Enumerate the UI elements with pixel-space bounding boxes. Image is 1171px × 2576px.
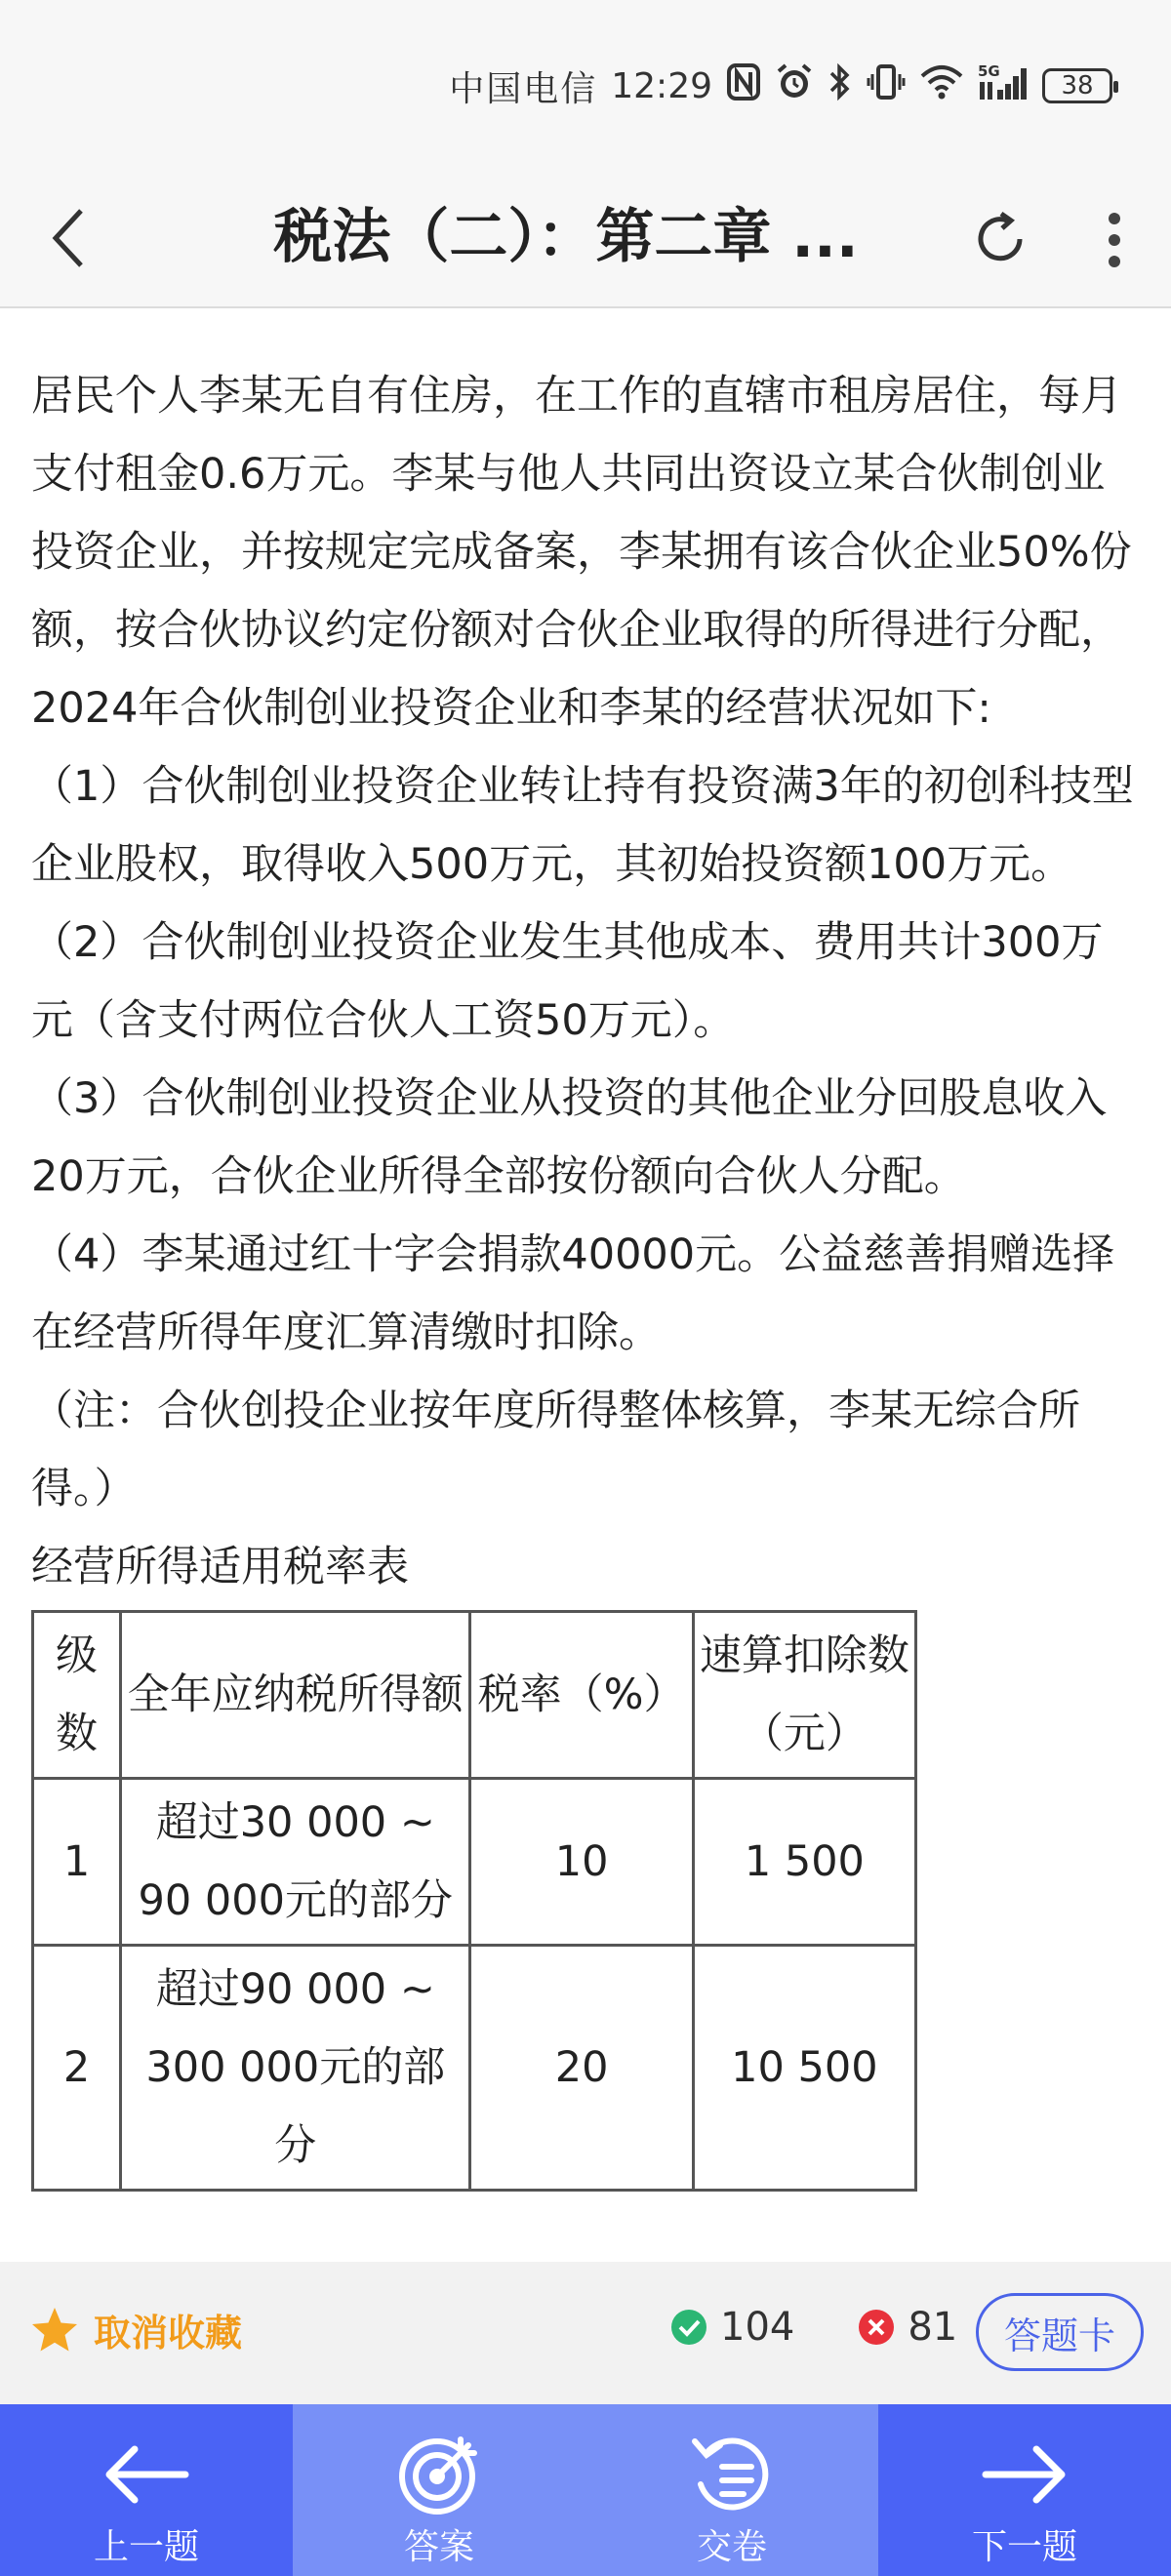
table-header-cell: 级数 <box>33 1612 121 1779</box>
table-cell: 1 500 <box>693 1779 915 1946</box>
submit-exam-button[interactable] <box>586 2404 878 2576</box>
answer-card-button[interactable]: 答题卡 <box>976 2293 1144 2371</box>
action-bar <box>0 2262 1171 2404</box>
question-paragraph: （1）合伙制创业投资企业转让持有投资满3年的初创科技型企业股权，取得收入500万元，其初始投资额100万元。 <box>31 762 1134 889</box>
title-bar <box>0 166 1171 308</box>
table-cell: 1 <box>33 1779 121 1946</box>
prev-question-label: 上一题 <box>93 2527 199 2567</box>
table-cell: 10 <box>470 1779 693 1946</box>
table-title: 经营所得适用税率表 <box>31 1543 409 1591</box>
table-cell: 超过90 000 ~ 300 000元的部分 <box>121 1946 470 2191</box>
wrong-count: 81 <box>908 2305 958 2350</box>
table-header-row <box>33 1612 916 1779</box>
carrier-label: 中国电信 <box>449 68 598 109</box>
question-paragraph: （2）合伙制创业投资企业发生其他成本、费用共计300万元（含支付两位合伙人工资50万元）。 <box>31 918 1104 1045</box>
submit-list-icon <box>689 2432 775 2517</box>
nfc-icon <box>726 62 761 110</box>
table-cell: 10 500 <box>693 1946 915 2191</box>
more-menu-button[interactable] <box>1083 201 1146 279</box>
next-question-label: 下一题 <box>971 2527 1077 2567</box>
tax-rate-table <box>31 1610 917 2192</box>
bluetooth-icon <box>828 62 853 110</box>
bottom-nav <box>0 2404 1171 2576</box>
page-title: 税法（二）：第二章 ... <box>273 203 859 271</box>
alarm-icon <box>775 62 814 110</box>
star-icon <box>29 2306 80 2355</box>
question-paragraph: （注：合伙创投企业按年度所得整体核算，李某无综合所得。） <box>31 1387 1080 1513</box>
chevron-left-icon <box>48 207 87 269</box>
unfavorite-label: 取消收藏 <box>94 2312 243 2355</box>
vibrate-icon <box>867 62 906 110</box>
table-row <box>33 1779 916 1946</box>
table-header-cell: 税率（%） <box>470 1612 693 1779</box>
question-paragraph: （3）合伙制创业投资企业从投资的其他企业分回股息收入20万元，合伙企业所得全部按份额向合伙人分配。 <box>31 1074 1108 1201</box>
time-label: 12:29 <box>611 65 712 106</box>
table-header-cell: 全年应纳税所得额 <box>121 1612 470 1779</box>
answer-stats <box>669 2305 957 2350</box>
back-button[interactable] <box>33 199 101 277</box>
question-text <box>31 357 1144 1528</box>
arrow-left-icon <box>100 2443 193 2506</box>
answer-label: 答案 <box>403 2527 474 2567</box>
target-icon <box>396 2432 482 2517</box>
submit-exam-label: 交卷 <box>696 2527 767 2567</box>
more-vertical-icon <box>1105 209 1124 271</box>
question-paragraph: 居民个人李某无自有住房，在工作的直辖市租房居住，每月支付租金0.6万元。李某与他人共同出资设立某合伙制创业投资企业，并按规定完成备案，李某拥有该合伙企业50%份额，按合伙协议约定份额对合伙企业取得的所得进行分配，2024年合伙制创业投资企业和李某的经营状况如下: <box>31 372 1132 733</box>
wifi-icon <box>919 62 964 110</box>
correct-count: 104 <box>720 2305 795 2350</box>
table-header-cell: 速算扣除数（元） <box>693 1612 915 1779</box>
question-content[interactable] <box>31 357 1144 2260</box>
arrow-right-icon <box>978 2443 1071 2506</box>
table-cell: 20 <box>470 1946 693 2191</box>
table-cell: 超过30 000 ~ 90 000元的部分 <box>121 1779 470 1946</box>
status-icons <box>449 60 1112 111</box>
table-row <box>33 1946 916 2191</box>
answer-button[interactable] <box>293 2404 586 2576</box>
check-circle-icon <box>669 2308 708 2347</box>
battery-level: 38 <box>1061 71 1094 101</box>
error-circle-icon <box>857 2308 896 2347</box>
prev-question-button[interactable] <box>0 2404 293 2576</box>
battery-indicator <box>1042 68 1112 103</box>
refresh-button[interactable] <box>966 205 1034 273</box>
next-question-button[interactable] <box>878 2404 1171 2576</box>
unfavorite-button[interactable] <box>29 2303 242 2356</box>
network-label: 5G <box>978 61 1000 80</box>
question-paragraph: （4）李某通过红十字会捐款40000元。公益慈善捐赠选择在经营所得年度汇算清缴时扣除。 <box>31 1230 1115 1357</box>
refresh-icon <box>972 211 1029 267</box>
status-bar <box>0 0 1171 166</box>
table-cell: 2 <box>33 1946 121 2191</box>
signal-5g-icon <box>978 62 1029 110</box>
